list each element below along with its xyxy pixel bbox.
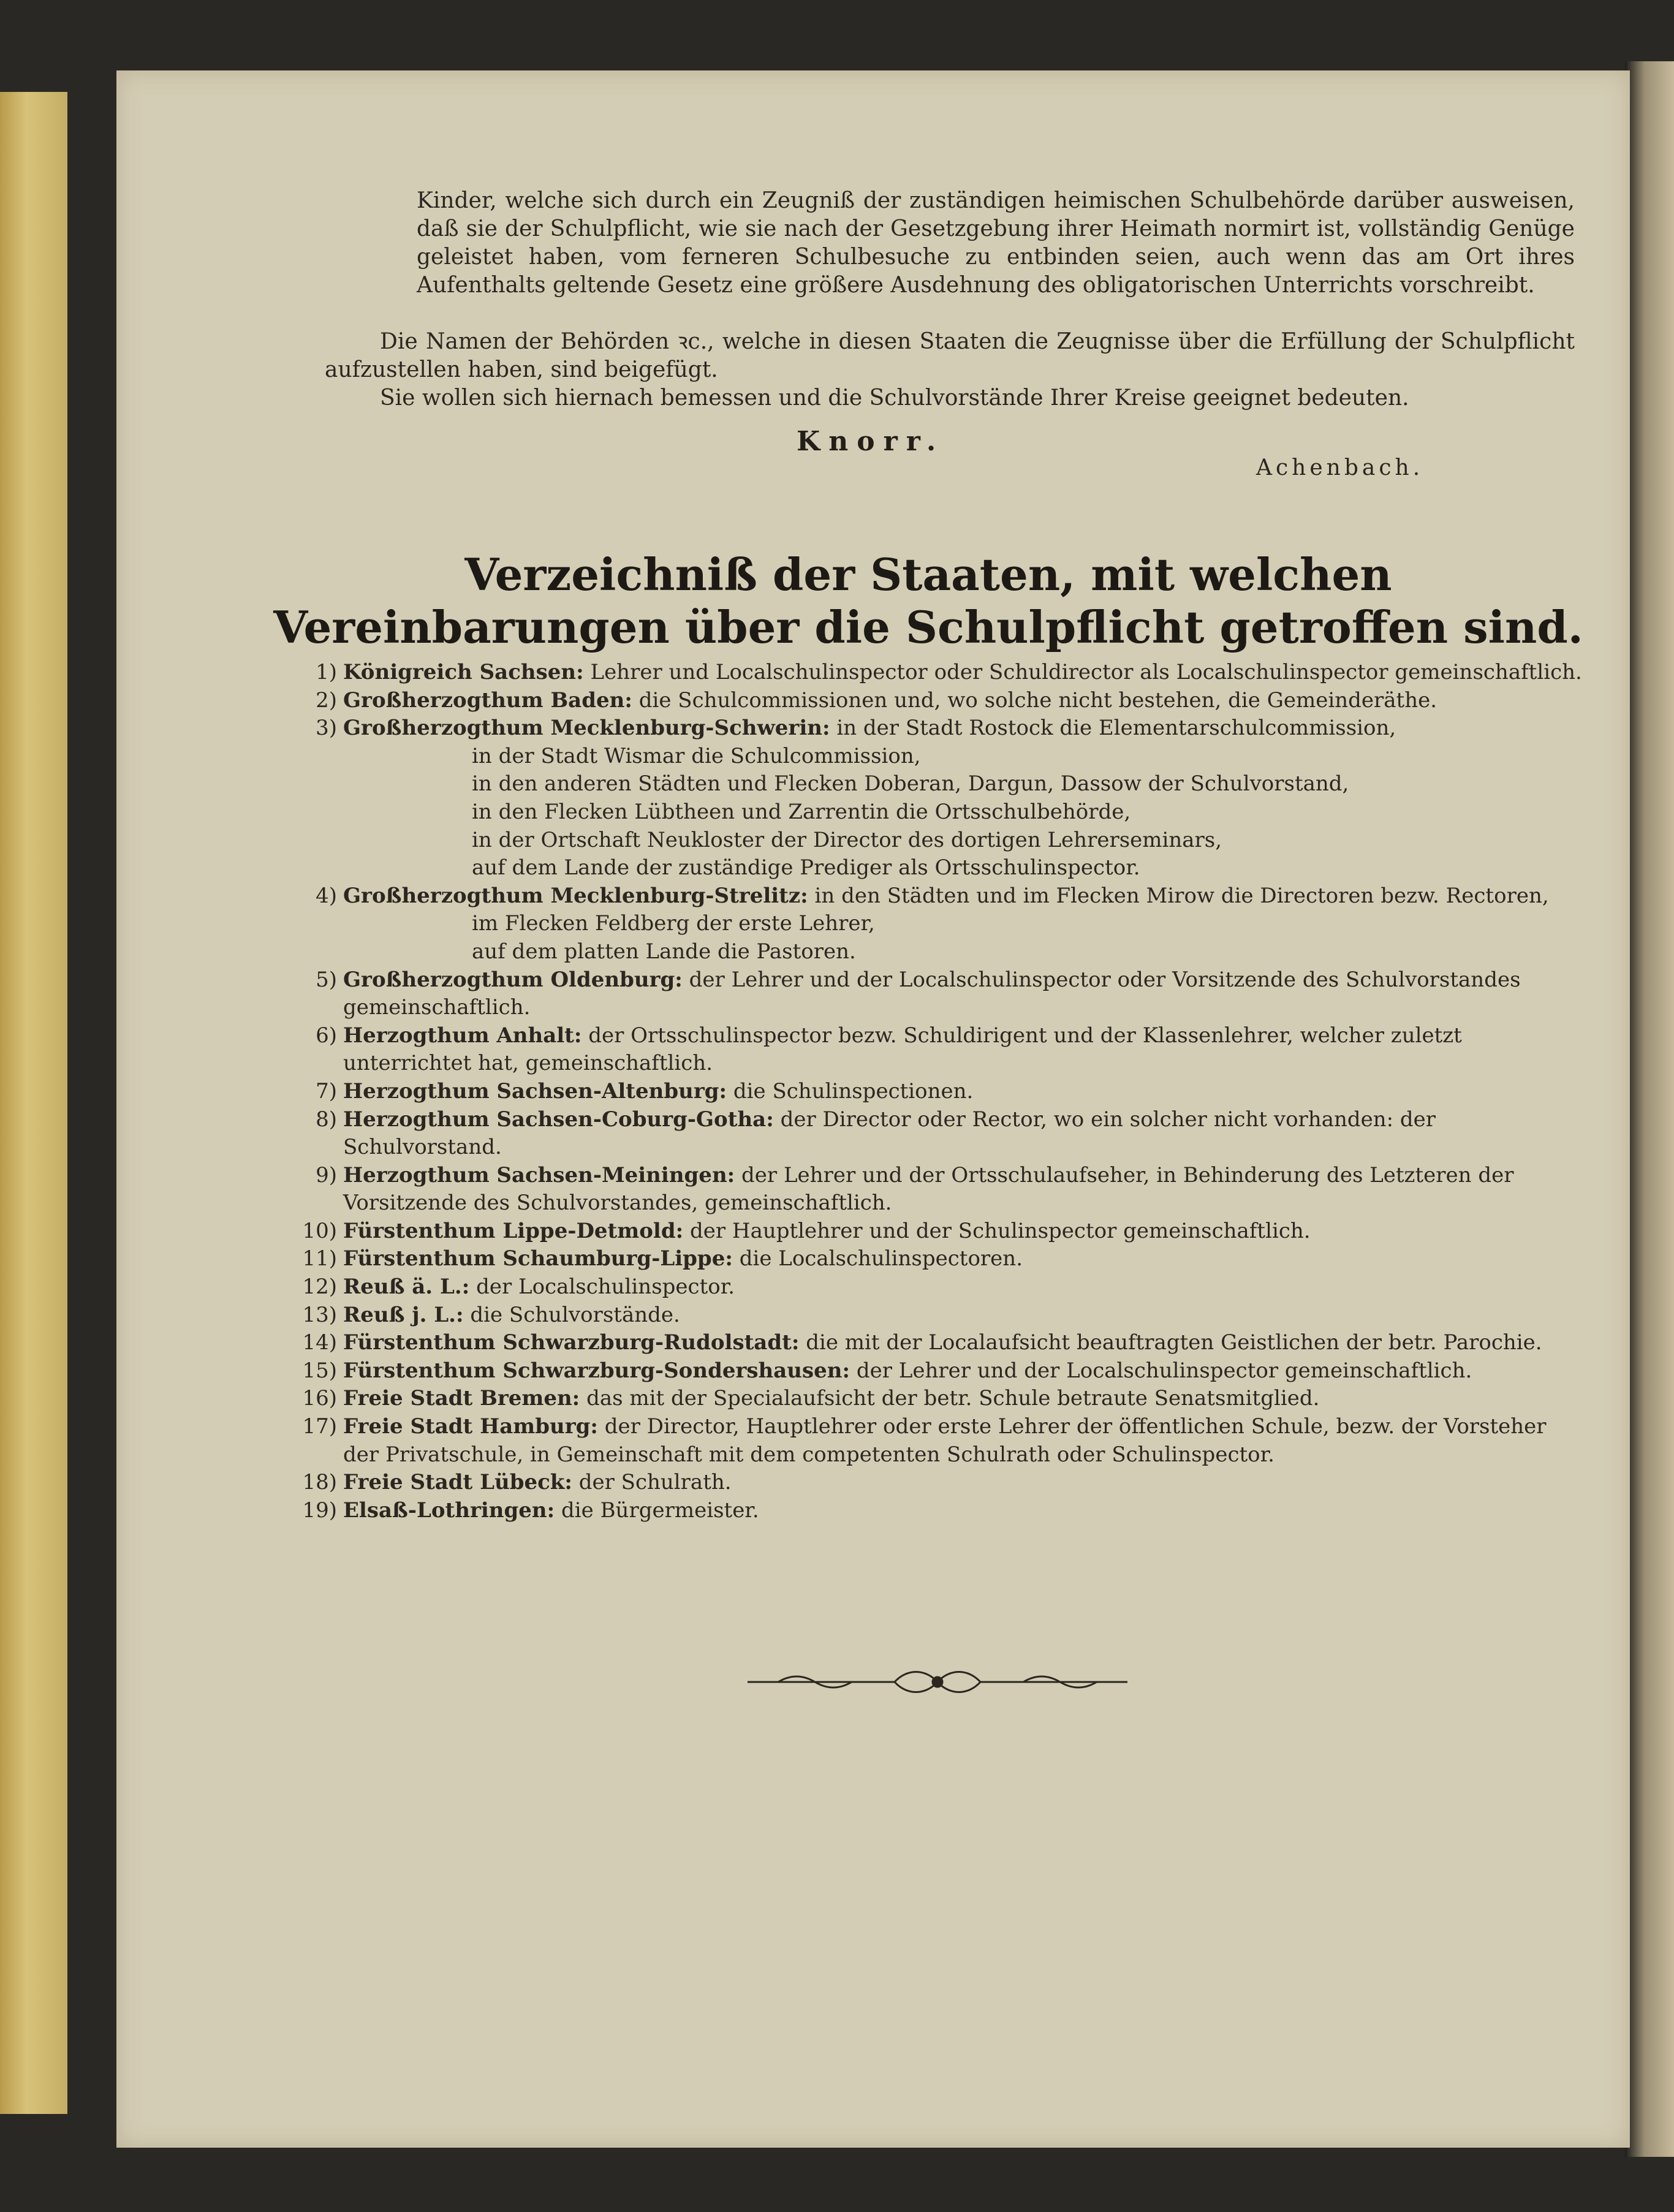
state-list bbox=[294, 659, 1587, 1525]
authority-text: die Schulinspectionen. bbox=[733, 1078, 974, 1104]
state-name: Großherzogthum Mecklenburg-Schwerin: bbox=[343, 716, 830, 741]
list-item bbox=[294, 1497, 1587, 1525]
list-item bbox=[294, 1385, 1587, 1413]
intro-paragraph-1: Kinder, welche sich durch ein Zeugniß der zuständigen heimischen Schulbehörde darüber ausweisen, daß sie der Schulpflicht, wie sie nach der Gesetzgebung ihrer Heimath normirt ist, vollständig Genüge geleistet haben, vom ferneren Schulbesuche zu entbinden seien, auch wenn das am Ort ihres Aufenthalts geltende Gesetz eine größere Ausdehnung des obligatorischen Unterrichts vorschreibt. bbox=[417, 188, 1575, 298]
list-item bbox=[294, 1329, 1587, 1357]
ornament-divider bbox=[741, 1664, 1134, 1700]
document-page bbox=[116, 70, 1630, 2148]
authority-text: der Lehrer und der Localschulinspector oder Vorsitzende des Schulvorstandes gemeinschaftlich. bbox=[343, 967, 1521, 1020]
state-name: Herzogthum Sachsen-Meiningen: bbox=[343, 1162, 735, 1187]
state-name: Reuß j. L.: bbox=[343, 1302, 464, 1327]
authority-text: die Schulvorstände. bbox=[470, 1302, 680, 1327]
state-name: Herzogthum Anhalt: bbox=[343, 1023, 582, 1048]
state-name: Großherzogthum Baden: bbox=[343, 687, 632, 713]
authority-text: Lehrer und Localschulinspector oder Schuldirector als Localschulinspector gemeinschaftlich. bbox=[590, 660, 1582, 684]
authority-text: der Director oder Rector, wo ein solcher nicht vorhanden: der Schulvorstand. bbox=[343, 1107, 1436, 1160]
list-item bbox=[294, 1106, 1587, 1162]
item-number: 19) bbox=[302, 1498, 337, 1523]
list-item bbox=[294, 1301, 1587, 1330]
authority-text: das mit der Specialaufsicht der betr. Schule betraute Senatsmitglied. bbox=[586, 1386, 1320, 1411]
authority-subline: in den Flecken Lübtheen und Zarrentin die Ortsschulbehörde, bbox=[472, 799, 1131, 824]
intro-paragraph-2: Die Namen der Behörden ꝛc., welche in diesen Staaten die Zeugnisse über die Erfüllung der Schulpflicht aufzustellen haben, sind beigefügt. bbox=[325, 329, 1575, 382]
authority-subline: in den anderen Städten und Flecken Doberan, Dargun, Dassow der Schulvorstand, bbox=[472, 771, 1349, 797]
page-body bbox=[116, 70, 1630, 2148]
authority-text: der Director, Hauptlehrer oder erste Lehrer der öffentlichen Schule, bezw. der Vorsteher der Privatschule, in Gemeinschaft mit dem competenten Schulrath oder Schulinspector. bbox=[343, 1414, 1547, 1467]
item-number: 15) bbox=[302, 1358, 337, 1383]
list-item bbox=[294, 1022, 1587, 1078]
item-number: 7) bbox=[316, 1078, 337, 1104]
list-item bbox=[294, 882, 1587, 966]
authority-text: in der Stadt Rostock die Elementarschulcommission, bbox=[836, 716, 1396, 741]
authority-text: der Localschulinspector. bbox=[476, 1275, 735, 1300]
state-name: Großherzogthum Mecklenburg-Strelitz: bbox=[343, 883, 808, 908]
list-item bbox=[294, 1413, 1587, 1469]
list-item bbox=[294, 687, 1587, 715]
authority-subline: auf dem platten Lande die Pastoren. bbox=[472, 939, 856, 964]
list-item bbox=[294, 1469, 1587, 1497]
item-number: 11) bbox=[302, 1246, 337, 1271]
item-number: 5) bbox=[316, 967, 337, 992]
state-name: Freie Stadt Bremen: bbox=[343, 1386, 580, 1411]
signature-achenbach: Achenbach. bbox=[1256, 455, 1424, 480]
state-name: Elsaß-Lothringen: bbox=[343, 1498, 555, 1523]
item-number: 3) bbox=[316, 716, 337, 741]
state-name: Freie Stadt Hamburg: bbox=[343, 1414, 598, 1439]
list-item bbox=[294, 1162, 1587, 1218]
list-item bbox=[294, 1245, 1587, 1273]
item-number: 16) bbox=[302, 1386, 337, 1411]
list-heading: Verzeichniß der Staaten, mit welchen Vereinbarungen über die Schulpflicht getroffen sind. bbox=[273, 548, 1583, 653]
authority-text: die Bürgermeister. bbox=[561, 1498, 759, 1523]
authority-subline: auf dem Lande der zuständige Prediger als Ortsschulinspector. bbox=[472, 855, 1140, 881]
authority-subline: im Flecken Feldberg der erste Lehrer, bbox=[472, 911, 875, 936]
authority-text: der Lehrer und der Ortsschulaufseher, in Behinderung des Letzteren der Vorsitzende des Schulvorstandes, gemeinschaftlich. bbox=[343, 1162, 1514, 1216]
item-number: 2) bbox=[316, 687, 337, 713]
intro-paragraph-3: Sie wollen sich hiernach bemessen und die Schulvorstände Ihrer Kreise geeignet bedeuten. bbox=[380, 385, 1409, 411]
item-number: 6) bbox=[316, 1023, 337, 1048]
authority-text: die Localschulinspectoren. bbox=[739, 1246, 1023, 1271]
list-item bbox=[294, 1078, 1587, 1106]
authority-subline: in der Ortschaft Neukloster der Director des dortigen Lehrerseminars, bbox=[472, 827, 1222, 852]
item-number: 14) bbox=[302, 1330, 337, 1355]
list-item bbox=[294, 1357, 1587, 1385]
item-number: 10) bbox=[302, 1218, 337, 1243]
authority-text: die mit der Localaufsicht beauftragten Geistlichen der betr. Parochie. bbox=[806, 1330, 1542, 1355]
list-item bbox=[294, 714, 1587, 882]
state-name: Großherzogthum Oldenburg: bbox=[343, 967, 683, 992]
signature-knorr: Knorr. bbox=[797, 426, 945, 457]
authority-text: der Lehrer und der Localschulinspector gemeinschaftlich. bbox=[856, 1358, 1472, 1383]
item-number: 4) bbox=[316, 883, 337, 908]
state-name: Fürstenthum Lippe-Detmold: bbox=[343, 1218, 684, 1243]
state-name: Freie Stadt Lübeck: bbox=[343, 1470, 572, 1495]
list-item bbox=[294, 1218, 1587, 1246]
item-number: 8) bbox=[316, 1107, 337, 1132]
book-right-edge bbox=[1625, 61, 1674, 2157]
item-number: 17) bbox=[302, 1414, 337, 1439]
item-number: 18) bbox=[302, 1470, 337, 1495]
book-cover-edge bbox=[0, 92, 67, 2114]
authority-text: die Schulcommissionen und, wo solche nicht bestehen, die Gemeinderäthe. bbox=[638, 687, 1437, 713]
list-item bbox=[294, 1273, 1587, 1301]
state-name: Herzogthum Sachsen-Altenburg: bbox=[343, 1078, 727, 1104]
authority-text: der Ortsschulinspector bezw. Schuldirigent und der Klassenlehrer, welcher zuletzt unterrichtet hat, gemeinschaftlich. bbox=[343, 1023, 1462, 1076]
state-name: Fürstenthum Schwarzburg-Rudolstadt: bbox=[343, 1330, 800, 1355]
state-name: Herzogthum Sachsen-Coburg-Gotha: bbox=[343, 1107, 774, 1132]
authority-text: in den Städten und im Flecken Mirow die Directoren bezw. Rectoren, bbox=[814, 883, 1549, 908]
state-name: Fürstenthum Schaumburg-Lippe: bbox=[343, 1246, 733, 1271]
item-number: 13) bbox=[302, 1302, 337, 1327]
item-number: 1) bbox=[316, 660, 337, 684]
authority-text: der Hauptlehrer und der Schulinspector gemeinschaftlich. bbox=[689, 1218, 1311, 1243]
list-item bbox=[294, 966, 1587, 1022]
authority-text: der Schulrath. bbox=[578, 1470, 732, 1495]
authority-subline: in der Stadt Wismar die Schulcommission, bbox=[472, 743, 921, 768]
list-item bbox=[294, 659, 1587, 687]
item-number: 12) bbox=[302, 1275, 337, 1300]
state-name: Reuß ä. L.: bbox=[343, 1275, 470, 1300]
state-name: Fürstenthum Schwarzburg-Sondershausen: bbox=[343, 1358, 850, 1383]
item-number: 9) bbox=[316, 1162, 337, 1187]
state-name: Königreich Sachsen: bbox=[343, 660, 584, 684]
